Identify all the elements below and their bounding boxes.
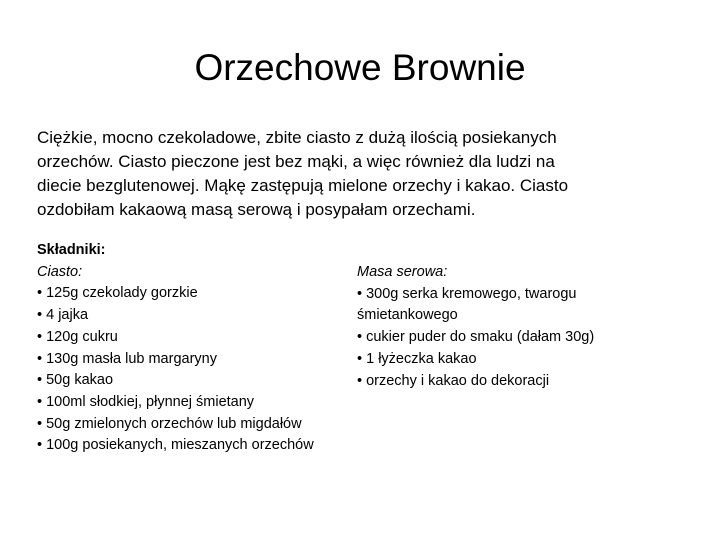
cheese-mass-column: [357, 262, 697, 392]
cheese-mass-item: • orzechy i kakao do dekoracji: [357, 372, 550, 389]
intro-paragraph: [37, 126, 697, 222]
cake-ingredients-column: [37, 240, 357, 457]
cake-label: Ciasto:: [37, 263, 83, 280]
intro-line: diecie bezglutenowej. Mąkę zastępują mielone orzechy i kakao. Ciasto: [37, 176, 569, 195]
intro-line: orzechów. Ciasto pieczone jest bez mąki, a więc również dla ludzi na: [37, 152, 555, 171]
cake-ingredient-item: • 4 jajka: [37, 307, 89, 324]
cheese-mass-item: śmietankowego: [357, 307, 458, 324]
cheese-mass-item: • 300g serka kremowego, twarogu: [357, 285, 577, 302]
cake-ingredient-item: • 125g czekolady gorzkie: [37, 285, 198, 302]
intro-line: Ciężkie, mocno czekoladowe, zbite ciasto z dużą ilością posiekanych: [37, 128, 557, 147]
cake-ingredient-item: • 50g zmielonych orzechów lub migdałów: [37, 415, 302, 432]
ingredients-heading: Składniki:: [37, 242, 106, 258]
cake-ingredient-item: • 100ml słodkiej, płynnej śmietany: [37, 393, 255, 410]
cheese-mass-item: • cukier puder do smaku (dałam 30g): [357, 329, 595, 346]
page-title: Orzechowe Brownie: [194, 47, 526, 88]
cake-ingredient-item: • 50g kakao: [37, 372, 114, 389]
cake-ingredient-item: • 120g cukru: [37, 328, 118, 345]
cheese-mass-label: Masa serowa:: [357, 264, 448, 280]
cheese-mass-item: • 1 łyżeczka kakao: [357, 350, 477, 367]
cake-ingredient-item: • 100g posiekanych, mieszanych orzechów: [37, 437, 314, 454]
cake-ingredient-item: • 130g masła lub margaryny: [37, 350, 217, 367]
intro-line: ozdobiłam kakaową masą serową i posypałam orzechami.: [37, 200, 476, 219]
